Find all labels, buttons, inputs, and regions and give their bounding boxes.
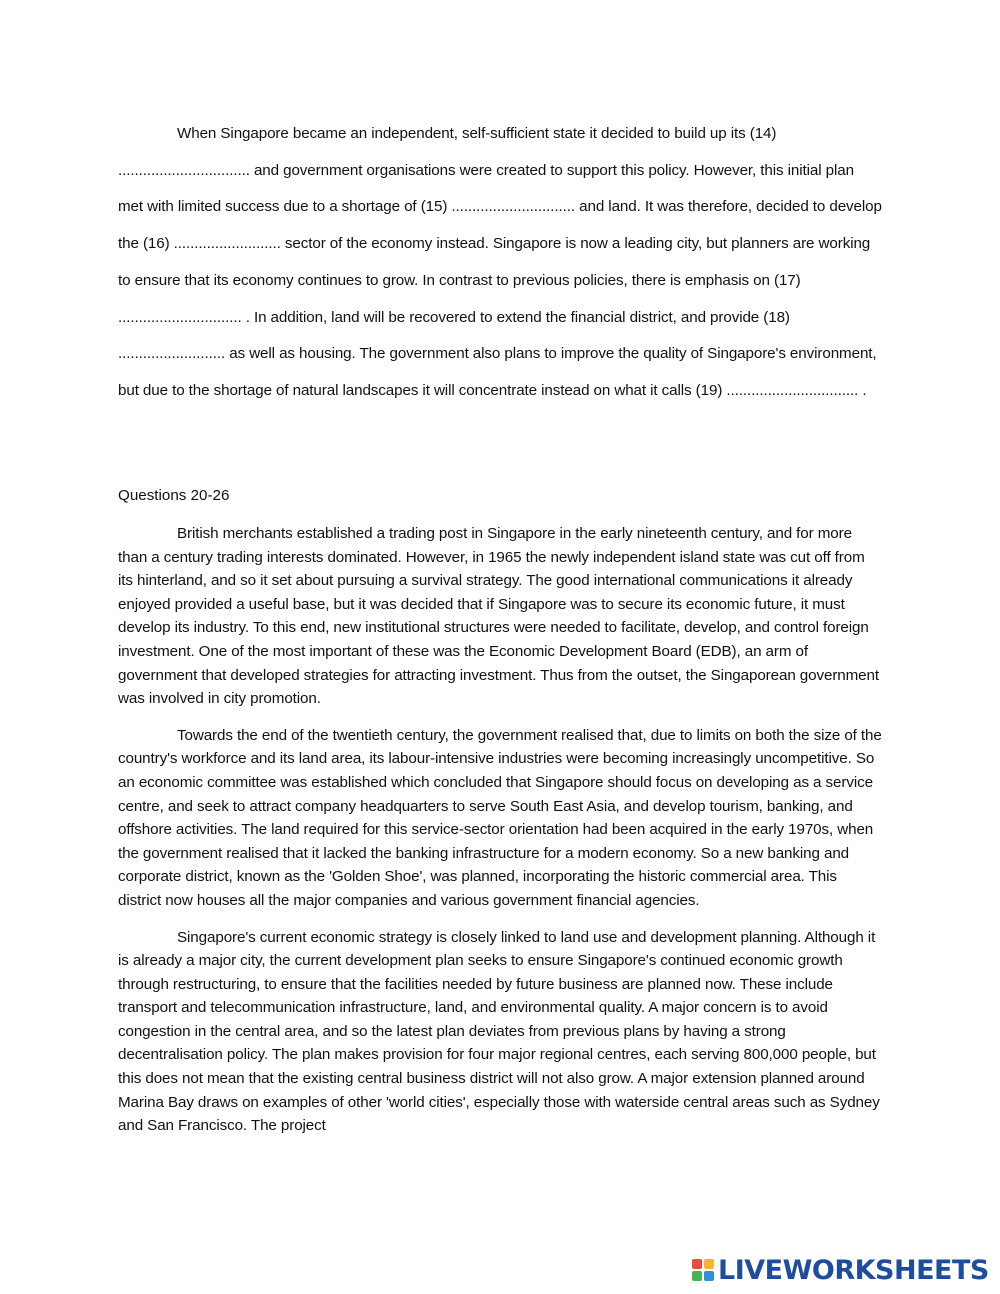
summary-text: as well as housing. The government also plans to improve the quality of Singapore's environment, but due to the shortage of natural landscapes it will concentrate instead on what it calls (118, 345, 877, 399)
logo-tile (704, 1271, 714, 1281)
passage-paragraph-2: Towards the end of the twentieth century, the government realised that, due to limits on both the size of the country's workforce and its land area, its labour-intensive industries were becoming increasingly uncompetitive. So an economic committee was established which concluded that Singapore should focus on developing as a service centre, and seek to attract company headquarters to serve South East Asia, and develop tourism, banking, and offshore activities. The land required for this service-sector orientation had been acquired in the early 1970s, when the government realised that it lacked the banking infrastructure for a modern economy. So a new banking and corporate district, known as the 'Golden Shoe', was planned, incorporating the historic commercial area. This district now houses all the major companies and various government financial agencies. (118, 726, 882, 909)
gap-14: (14) ................................ (118, 125, 777, 179)
reading-passage (118, 522, 883, 1151)
gap-18: (18) .......................... (118, 308, 790, 363)
logo-text: LIVEWORKSHEETS (718, 1254, 989, 1286)
summary-text: and government organisations were created to support this policy. However, this initial plan met with limited success due to a shortage of (118, 161, 854, 216)
gap-16: (16) .......................... (142, 235, 281, 253)
summary-text: and land. It was therefore, decided to develop the (118, 198, 882, 253)
liveworksheets-logo-icon (692, 1259, 714, 1281)
logo-tile (704, 1259, 714, 1269)
summary-completion-text (118, 116, 883, 410)
gap-17: (17) .............................. (118, 271, 801, 326)
summary-paragraph (118, 116, 883, 410)
passage-paragraph-1: British merchants established a trading post in Singapore in the early nineteenth century, and for more than a century trading interests dominated. However, in 1965 the newly independent island state was cut off from its hinterland, and so it set about pursuing a survival strategy. The good international communications it already enjoyed provided a useful base, but it was decided that if Singapore was to secure its economic future, it must develop its industry. To this end, new institutional structures were needed to facilitate, develop, and control foreign investment. One of the most important of these was the Economic Development Board (EDB), an arm of government that developed strategies for attracting investment. Thus from the outset, the Singaporean government was involved in city promotion. (118, 525, 879, 708)
summary-text: . In addition, land will be recovered to extend the financial district, and provide (241, 308, 764, 326)
logo-tile (692, 1259, 702, 1269)
summary-text: When Singapore became an independent, self-sufficient state it decided to build up its (177, 125, 750, 142)
gap-15: (15) .............................. (420, 198, 576, 216)
logo-tile (692, 1271, 702, 1281)
questions-heading: Questions 20-26 (118, 487, 230, 504)
gap-19: (19) ................................ (695, 381, 859, 399)
passage-paragraph-3: Singapore's current economic strategy is closely linked to land use and development planning. Although it is already a major city, the current development plan seeks to ensure Singapore's continued economic growth through restructuring, to ensure that the facilities needed by future business are planned now. These include transport and telecommunication infrastructure, land, and environmental quality. A major concern is to avoid congestion in the central area, and so the latest plan deviates from previous plans by having a strong decentralisation policy. The plan makes provision for four major regional centres, each serving 800,000 people, but this does not mean that the existing central business district will not also grow. A major extension planned around Marina Bay draws on examples of other 'world cities', especially those with waterside central areas such as Sydney and San Francisco. The project (118, 928, 880, 1135)
summary-text: sector of the economy instead. Singapore is now a leading city, but planners are working to ensure that its economy continues to grow. In contrast to previous policies, there is emphasis on (118, 235, 871, 289)
liveworksheets-logo (692, 1254, 989, 1286)
summary-text: . (858, 381, 867, 399)
